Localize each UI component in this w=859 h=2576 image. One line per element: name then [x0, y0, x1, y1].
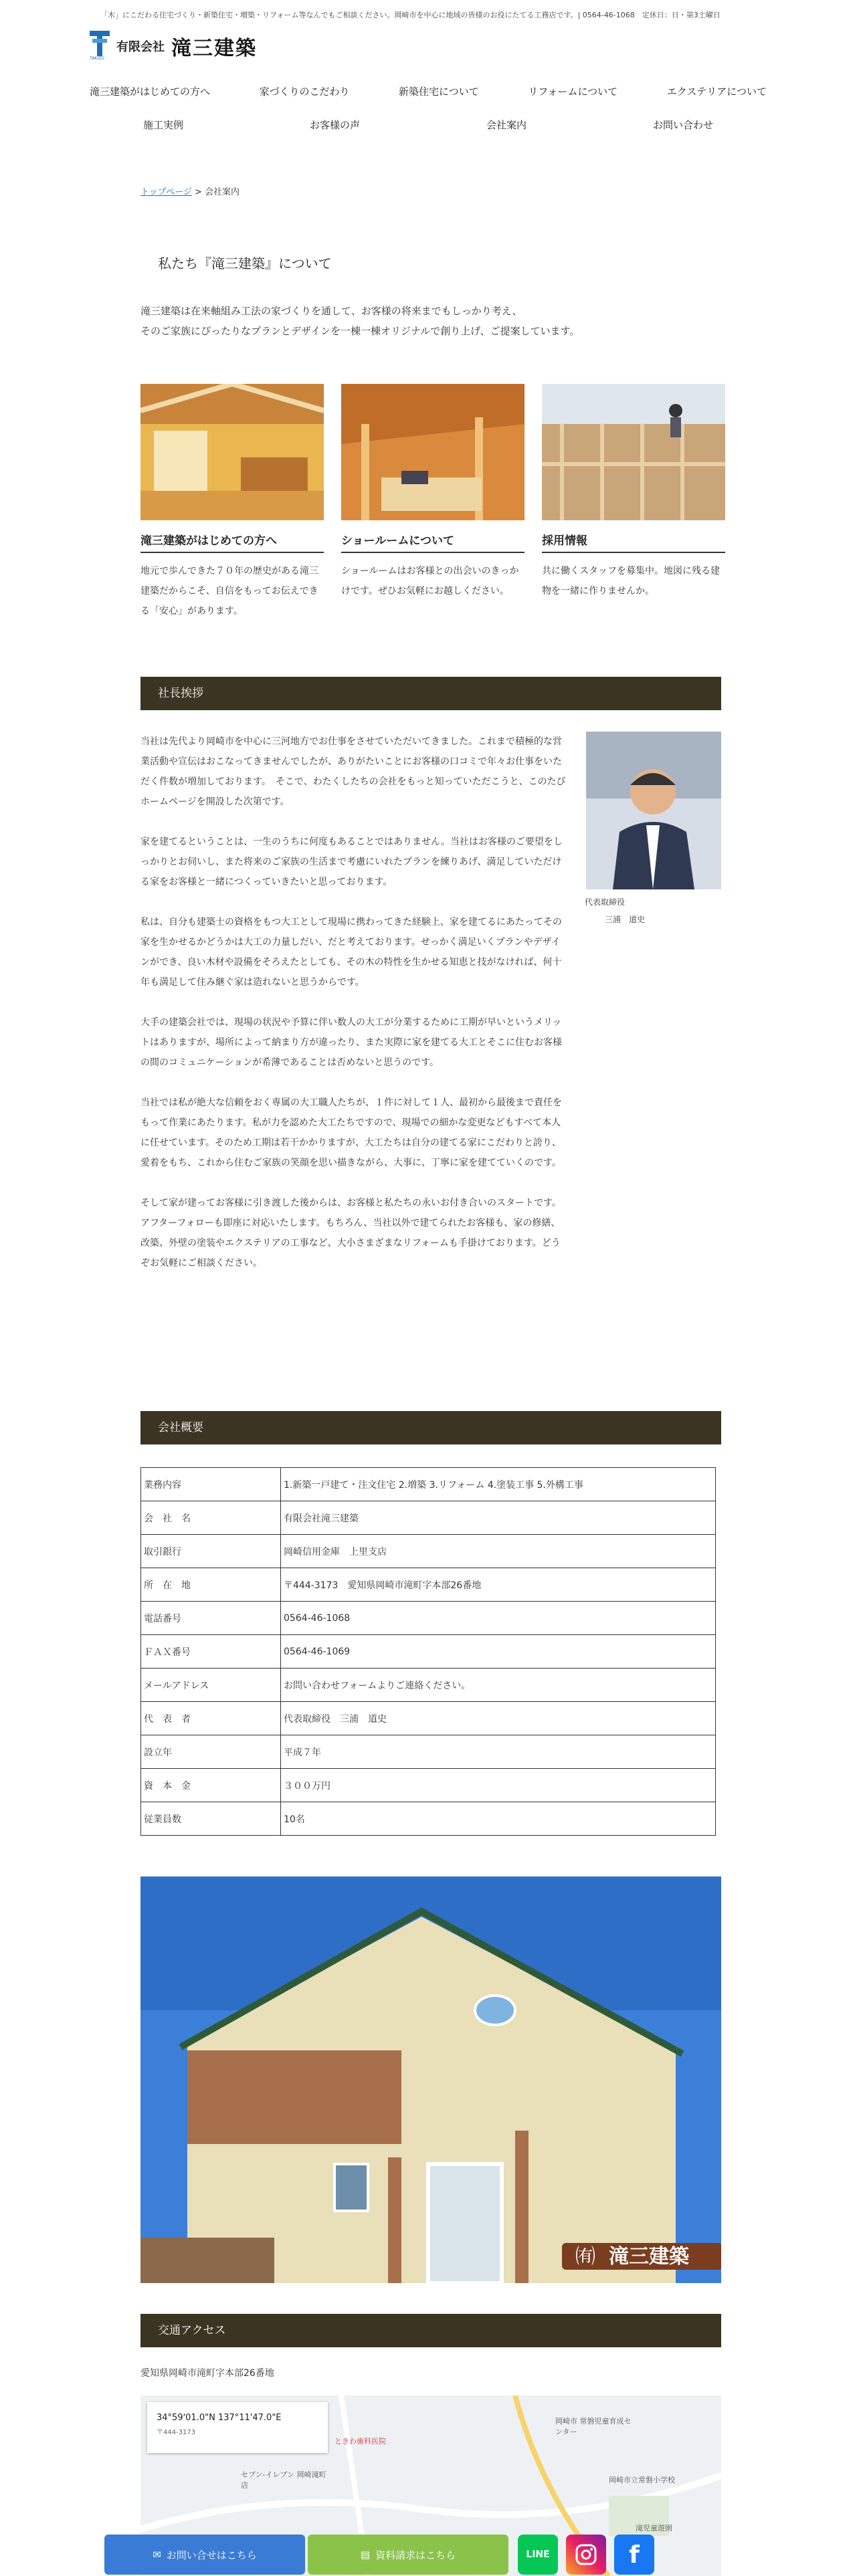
nav-item-exterior[interactable]: エクステリアについて	[666, 86, 767, 98]
showroom-photo	[341, 384, 524, 520]
access-heading: 交通アクセス	[140, 2314, 721, 2347]
table-row: 取引銀行 岡崎信用金庫 上里支店	[141, 1535, 716, 1568]
table-row: 会 社 名 有限会社滝三建築	[141, 1501, 716, 1535]
access-address: 愛知県岡崎市滝町字本部26番地	[140, 2368, 274, 2379]
svg-text:滝三建築: 滝三建築	[609, 2245, 689, 2268]
company-heading: 会社概要	[140, 1411, 721, 1444]
main-nav-row2	[90, 118, 767, 132]
map-label[interactable]: 岡崎市立常磐小学校	[609, 2476, 675, 2484]
logo-mark-icon: TAKIZO	[90, 31, 110, 62]
company-name: 滝三建築	[171, 37, 257, 60]
office-building-photo	[140, 1876, 721, 2283]
ceo-role: 代表取締役	[585, 897, 626, 907]
card-beginner[interactable]	[140, 384, 324, 621]
breadcrumb-separator: >	[194, 187, 202, 197]
instagram-button[interactable]	[566, 2535, 606, 2575]
ceo-photo	[586, 732, 721, 889]
card-title: 滝三建築がはじめての方へ	[140, 531, 324, 553]
svg-text:㈲: ㈲	[575, 2245, 595, 2268]
nav-item-reform[interactable]: リフォームについて	[528, 86, 618, 98]
table-row: 電話番号 0564-46-1068	[141, 1602, 716, 1635]
about-intro: 滝三建築は在来軸組み工法の家づくりを通して、お客様の将来までもしっかり考え、 そのご家族にぴったりなプランとデザインを一棟一棟オリジナルで創り上げ、ご提案しています。	[140, 305, 580, 337]
card-desc: ショールームはお客様との出会いのきっかけです。ぜひお気軽にお越しください。	[341, 566, 519, 597]
table-row: 資 本 金 ３００万円	[141, 1769, 716, 1802]
greeting-heading: 社長挨拶	[140, 677, 721, 710]
breadcrumb-current: 会社案内	[205, 187, 240, 197]
map-label[interactable]: セブン-イレブン 岡崎滝町店	[241, 2470, 326, 2490]
map-info-card[interactable]	[147, 2402, 328, 2453]
table-row: 代 表 者 代表取締役 三浦 道史	[141, 1702, 716, 1735]
table-row: 従業員数 10名	[141, 1802, 716, 1836]
card-recruit[interactable]	[542, 384, 725, 601]
map-label[interactable]: 岡崎市 常磐児童育成センター	[555, 2417, 632, 2436]
greeting-text: 当社は先代より岡崎市を中心に三河地方でお仕事をさせていただいてきました。これまで積極的な営業活動や宣伝はおこなってきませんでしたが、ありがたいことにお客様の口コミで年々お仕事をいただく件数が増加しております。 そこで、わたくしたちの会社をもっと知っていただこうと、このたびホームページを開設した次第です。 家を建てるということは、一生のうちに何度もあることではありません。当社はお客様のご要望をしっかりとお伺いし、また将来のご家族の生活まで考慮にいれたプランを練りあげ、満足していただける家をお客様と一緒につくっていきたいと思っております。 私は、自分も建築士の資格をもつ大工として現場に携わってきた経験上、家を建てるにあたってその家を生かせるかどうかは大工の力量しだい、だと考えております。せっかく満足いくプランやデザインができ、良い木材や設備をそろえたとしても、その木の特性を生かせる知恵と技がなければ、何十年も満足して住み継ぐ家は造れないと思うからです。 大手の建築会社では、現場の状況や予算に伴い数人の大工が分業するために工期が早いというメリットはありますが、場所によって納まり方が違ったり、また実際に家を建てる大工とそこに住むお客様の間のコミュニケーションが希薄であることは否めないと思うのです。 当社では私が絶大な信頼をおく専属の大工職人たちが、１件に対して１人、最初から最後まで責任をもって作業にあたります。私が力を認めた大工たちですので、現場での細かな変更などもすべて本人に任せています。そのため工期は若干かかりますが、大工たちは自分の建てる家にこだわりと誇り、愛着をもち、これから住むご家族の笑顔を思い描きながら、大事に、丁寧に家を建てていくのです。 そして家が建ってお客様に引き渡した後からは、お客様と私たちの永いお付き合いのスタートです。アフターフォローも即座に対応いたします。もちろん、当社以外で建てられたお客様も、家の修繕、改築、外壁の塗装やエクステリアの工事など、大小さまざまなリフォームも手掛けております。どうぞお気軽にご相談ください。	[140, 736, 566, 1269]
main-nav-row1	[90, 84, 767, 98]
breadcrumb	[140, 185, 240, 197]
line-button[interactable]	[518, 2535, 558, 2575]
nav-item-works[interactable]: 施工実例	[143, 119, 184, 131]
site-logo[interactable]	[90, 31, 257, 62]
breadcrumb-home-link[interactable]: トップページ	[140, 187, 192, 197]
table-row: 所 在 地 〒444-3173 愛知県岡崎市滝町字本部26番地	[141, 1568, 716, 1602]
line-icon: LINE	[526, 2549, 550, 2560]
table-row: ＦＡＸ番号 0564-46-1069	[141, 1635, 716, 1669]
card-title: 採用情報	[542, 531, 725, 553]
facebook-icon: f	[629, 2541, 640, 2569]
nav-item-company[interactable]: 会社案内	[486, 119, 527, 131]
card-desc: 地元で歩んできた７０年の歴史がある滝三建築だからこそ、自信をもってお伝えできる「安心」があります。	[140, 566, 318, 617]
company-table	[140, 1467, 716, 1836]
document-icon: ▤	[360, 2549, 371, 2561]
map-label[interactable]: 滝児童遊園	[636, 2524, 672, 2533]
card-desc: 共に働くスタッフを募集中。地図に残る建物を一緒に作りませんか。	[542, 566, 720, 597]
nav-item-contact[interactable]: お問い合わせ	[652, 119, 713, 131]
nav-item-beginner[interactable]: 滝三建築がはじめての方へ	[90, 86, 211, 98]
brochure-button[interactable]: ▤ 資料請求はこちら	[308, 2535, 508, 2575]
table-row: メールアドレス お問い合わせフォームよりご連絡ください。	[141, 1669, 716, 1702]
mail-icon: ✉	[153, 2549, 161, 2561]
map-label[interactable]: ときわ歯科医院	[335, 2437, 386, 2446]
facebook-button[interactable]	[614, 2535, 654, 2575]
instagram-icon	[575, 2543, 597, 2566]
contact-button[interactable]: ✉ お問い合せはこちら	[104, 2535, 305, 2575]
table-row: 設立年 平成７年	[141, 1735, 716, 1769]
table-row: 業務内容 1.新築一戸建て・注文住宅 2.増築 3.リフォーム 4.塗装工事 5.外構工事	[141, 1468, 716, 1501]
nav-item-voices[interactable]: お客様の声	[309, 119, 360, 131]
ceo-name: 三浦 道史	[605, 915, 646, 924]
card-title: ショールームについて	[341, 531, 524, 553]
map-coordinates: 34°59'01.0"N 137°11'47.0"E	[157, 2413, 282, 2423]
header-tagline: 「木」にこだわる住宅づくり・新築住宅・増築・リフォーム等なんでもご相談ください。岡崎市を中心に地域の皆様のお役にたてる工務店です。| 0564-46-1068 定休日：日・第3土曜日	[100, 11, 721, 19]
card-showroom[interactable]	[341, 384, 524, 601]
nav-item-new-house[interactable]: 新築住宅について	[399, 86, 479, 98]
map-postcode: 〒444-3173	[157, 2429, 196, 2436]
nav-item-commitment[interactable]: 家づくりのこだわり	[259, 86, 350, 98]
about-title: 私たち『滝三建築』について	[158, 255, 332, 272]
living-room-photo	[140, 384, 324, 520]
construction-photo	[542, 384, 725, 520]
company-prefix: 有限会社	[116, 40, 165, 54]
